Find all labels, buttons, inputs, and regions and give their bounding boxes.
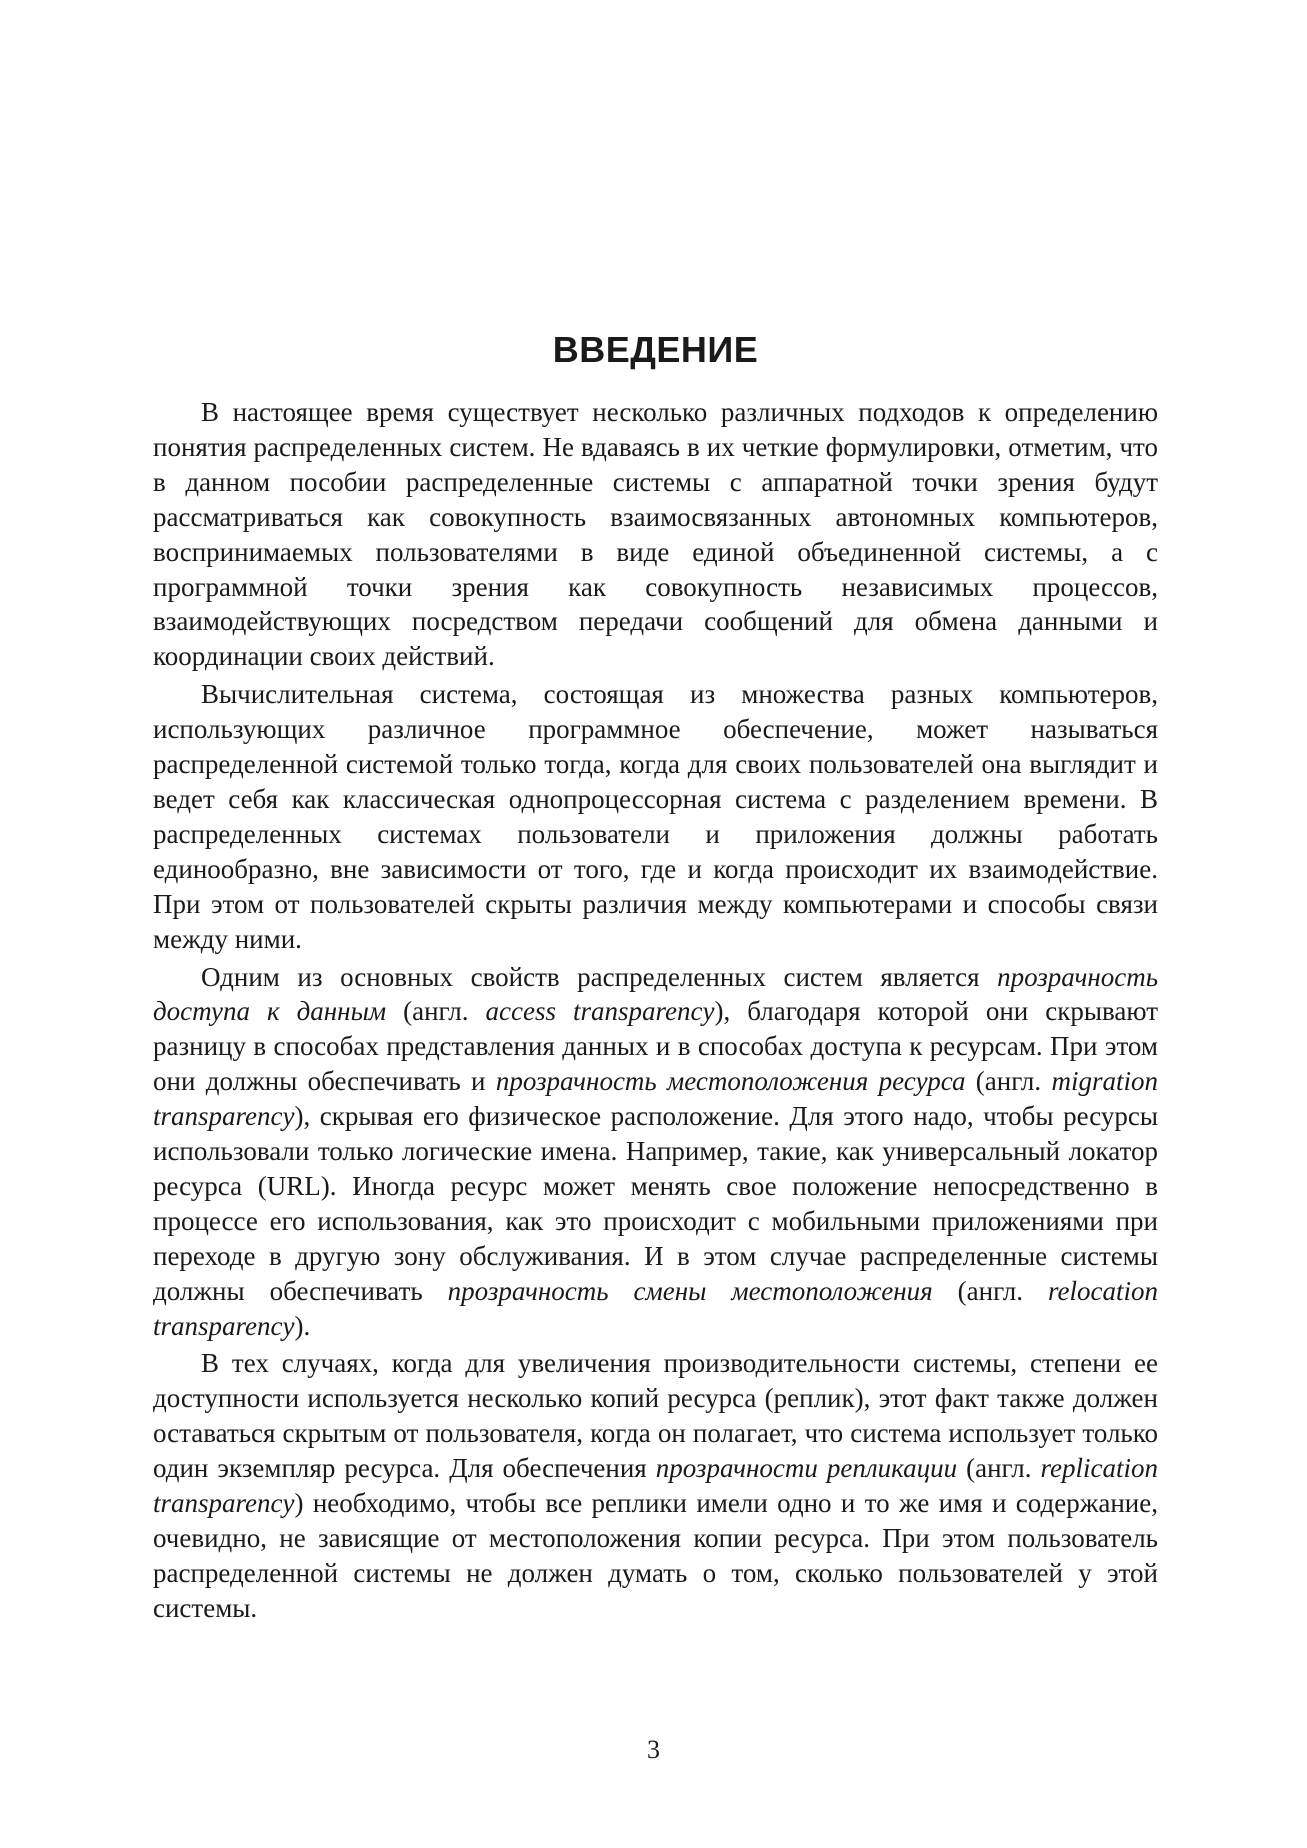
paragraph-text: (англ. bbox=[965, 1066, 1052, 1097]
body-text bbox=[153, 395, 1158, 1626]
paragraph bbox=[153, 395, 1158, 674]
italic-term: прозрачность местоположения ресурса bbox=[495, 1066, 966, 1097]
paragraph bbox=[153, 1346, 1158, 1625]
italic-term: relocation transparency bbox=[153, 1275, 1158, 1341]
italic-term: migration transparency bbox=[153, 1066, 1158, 1132]
paragraph-text: (англ. bbox=[386, 996, 486, 1027]
italic-term: прозрачность доступа к данным bbox=[153, 961, 1158, 1027]
paragraph-text: Одним из основных свойств распределенных систем является bbox=[201, 961, 998, 992]
paragraph-text: В настоящее время существует несколько различных подходов к определению понятия распределенных систем. Не вдаваясь в их четкие формулировки, отметим, что в данном пособии распределенные системы с аппаратной точки зрения будут рассматриваться как совокупность взаимосвязанных автономных компьютеров, воспринимаемых пользователями в виде единой объединенной системы, а с программной точки зрения как совокупность независимых процессов, взаимодействующих посредством передачи сообщений для обмена данными и координации своих действий. bbox=[153, 397, 1158, 672]
paragraph-text: ). bbox=[294, 1310, 311, 1341]
page-number: 3 bbox=[647, 1735, 660, 1764]
paragraph bbox=[153, 677, 1158, 956]
paragraph-text: (англ. bbox=[957, 1453, 1041, 1484]
paragraph-text: В тех случаях, когда для увеличения производительности системы, степени ее доступности используется несколько копий ресурса (реплик), этот факт также должен оставаться скрытым от пользователя, когда он полагает, что система использует только один экземпляр ресурса. Для обеспечения bbox=[153, 1348, 1158, 1484]
paragraph-text: ) необходимо, чтобы все реплики имели одно и то же имя и содержание, очевидно, не зависящие от местоположения копии ресурса. При этом пользователь распределенной системы не должен думать о том, сколько пользователей у этой системы. bbox=[153, 1488, 1158, 1623]
chapter-title: ВВЕДЕНИЕ bbox=[552, 329, 759, 370]
document-page bbox=[153, 318, 1158, 1629]
paragraph-text: (англ. bbox=[932, 1275, 1049, 1306]
paragraph-text: ), скрывая его физическое расположение. Для этого надо, чтобы ресурсы использовали только логические имена. Например, такие, как универсальный локатор ресурса (URL). Иногда ресурс может менять свое положение непосредственно в процессе его использования, как это происходит с мобильными приложениями при переходе в другую зону обслуживания. И в этом случае распределенные системы должны обеспечивать bbox=[153, 1101, 1158, 1306]
paragraph-text: ), благодаря которой они скрывают разницу в способах представления данных и в способах доступа к ресурсам. При этом они должны обеспечивать и bbox=[153, 996, 1158, 1097]
paragraph-text: Вычислительная система, состоящая из множества разных компьютеров, использующих различное программное обеспечение, может называться распределенной системой только тогда, когда для своих пользователей она выглядит и ведет себя как классическая однопроцессорная система с разделением времени. В распределенных системах пользователи и приложения должны работать единообразно, вне зависимости от того, где и когда происходит их взаимодействие. При этом от пользователей скрыты различия между компьютерами и способы связи между ними. bbox=[153, 679, 1158, 954]
italic-term: replication transparency bbox=[153, 1453, 1158, 1519]
italic-term: access transparency bbox=[485, 996, 715, 1027]
italic-term: прозрачность смены местоположения bbox=[447, 1275, 933, 1306]
italic-term: прозрачности репликации bbox=[655, 1453, 958, 1484]
paragraph bbox=[153, 960, 1158, 1344]
